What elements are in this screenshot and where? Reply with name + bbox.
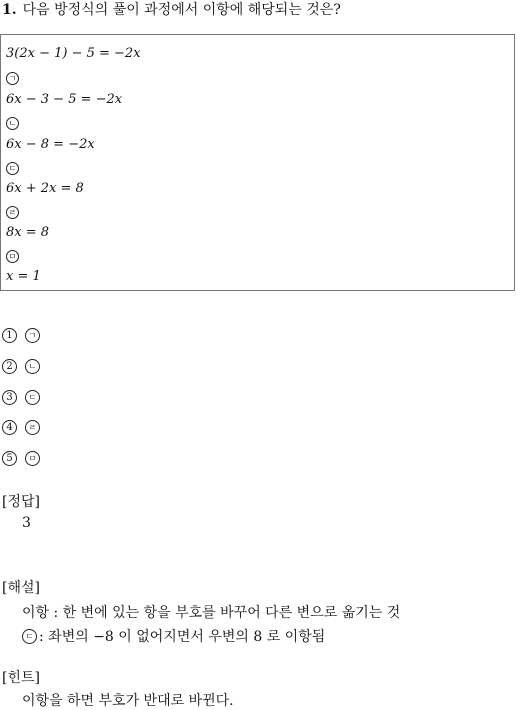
choice-label: ㄱ	[25, 328, 40, 343]
step-equation: 3(2x − 1) − 5 = −2x	[6, 46, 141, 61]
solution-box	[0, 34, 515, 291]
hint-text: 이항을 하면 부호가 반대로 바뀐다.	[22, 693, 234, 709]
choice-number: 4	[2, 420, 17, 435]
question-text: 다음 방정식의 풀이 과정에서 이항에 해당되는 것은?	[22, 2, 341, 18]
explanation-line-2-text: : 좌변의 −8 이 없어지면서 우변의 8 로 이항됨	[39, 629, 326, 645]
step-equation: x = 1	[6, 269, 41, 284]
choice-2[interactable]	[2, 357, 48, 375]
explanation-line-1: 이항 : 한 변에 있는 항을 부호를 바꾸어 다른 변으로 옮기는 것	[22, 605, 401, 621]
step-equation: 8x = 8	[6, 225, 50, 240]
hint-heading: [힌트]	[2, 670, 40, 686]
step-marker: ㄹ	[6, 206, 19, 219]
choice-label: ㄷ	[25, 390, 40, 405]
step-marker: ㄴ	[6, 117, 19, 130]
answer-heading: [정답]	[2, 494, 40, 510]
step-marker: ㅁ	[6, 250, 19, 263]
choice-5[interactable]	[2, 449, 48, 467]
choice-1[interactable]	[2, 326, 48, 344]
answer-value: 3	[22, 515, 31, 531]
step-equation: 6x − 3 − 5 = −2x	[6, 92, 123, 107]
step-marker: ㄱ	[6, 72, 19, 85]
choice-number: 1	[2, 328, 17, 343]
explanation-heading: [해설]	[2, 580, 40, 596]
choice-number: 2	[2, 359, 17, 374]
step-equation: 6x − 8 = −2x	[6, 137, 95, 152]
choice-3[interactable]	[2, 388, 48, 406]
step-marker: ㄷ	[6, 162, 19, 175]
explanation-marker: ㄷ	[22, 629, 37, 644]
choice-label: ㄴ	[25, 359, 40, 374]
question-title	[2, 0, 341, 20]
choice-number: 5	[2, 451, 17, 466]
explanation-line-2	[22, 626, 325, 646]
choice-number: 3	[2, 390, 17, 405]
choice-4[interactable]	[2, 418, 48, 436]
step-equation: 6x + 2x = 8	[6, 181, 84, 196]
choice-label: ㄹ	[25, 420, 40, 435]
question-number: 1.	[2, 2, 17, 18]
choice-label: ㅁ	[25, 451, 40, 466]
